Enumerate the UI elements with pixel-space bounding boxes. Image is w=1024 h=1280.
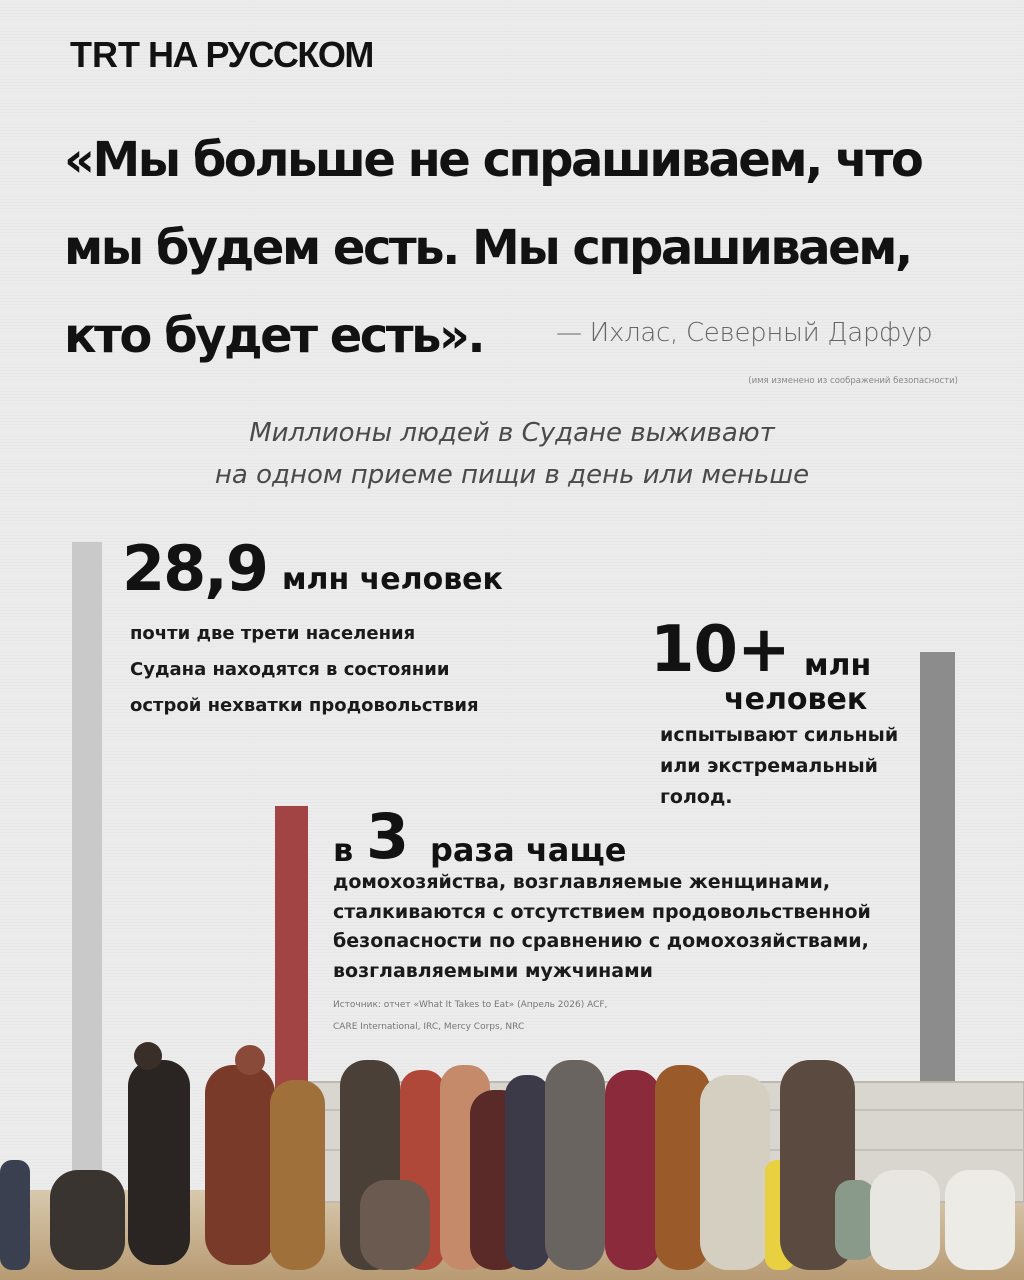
stat-3-description	[333, 868, 871, 986]
stat-3-suffix: раза чаще	[430, 831, 627, 869]
name-change-note: (имя изменено из соображений безопасности)	[748, 376, 958, 386]
subtitle-line-2: на одном приеме пищи в день или меньше	[214, 460, 810, 490]
source-line-1: Источник: отчет «What It Takes to Eat» (Апрель 2026) ACF,	[333, 1000, 608, 1010]
logo-brand: TRT	[70, 34, 140, 75]
stat-2-desc-line: испытывают сильный	[660, 724, 899, 746]
crowd-photo	[0, 1030, 1024, 1280]
logo-subtitle: НА РУССКОМ	[147, 34, 373, 75]
stat-1-unit: млн человек	[282, 562, 503, 597]
stat-3-desc-line: безопасности по сравнению с домохозяйствами,	[333, 930, 869, 952]
stat-3-prefix: в	[333, 831, 354, 869]
source-line-2: CARE International, IRC, Mercy Corps, NRC	[333, 1022, 525, 1032]
stat-2-unit-line-2: человек	[724, 682, 868, 717]
stat-1-desc-line: острой нехватки продовольствия	[130, 695, 479, 716]
stat-3-desc-line: сталкиваются с отсутствием продовольственной	[333, 900, 871, 923]
stat-2-description	[660, 720, 898, 813]
stat-1-desc-line: Судана находятся в состоянии	[130, 659, 450, 680]
stat-3-desc-line: возглавляемыми мужчинами	[333, 959, 653, 982]
quote-line-1: «Мы больше не спрашиваем, что	[64, 132, 922, 188]
quote-line-2: мы будем есть. Мы спрашиваем,	[64, 220, 911, 276]
quote-line-3: кто будет есть».	[64, 308, 484, 364]
stat-2-value: 10+	[650, 613, 790, 687]
quote-attribution: — Ихлас, Северный Дарфур	[556, 318, 933, 348]
brand-logo	[70, 34, 373, 76]
stat-2-desc-line: голод.	[660, 786, 733, 808]
stat-1-description	[130, 616, 479, 724]
stat-2-desc-line: или экстремальный	[660, 755, 878, 777]
stat-2-unit-line-1: млн	[804, 648, 872, 683]
stat-3-value: 3	[366, 800, 410, 873]
stat-1-value: 28,9	[122, 532, 267, 605]
subtitle-line-1: Миллионы людей в Судане выживают	[249, 418, 775, 448]
stat-1-desc-line: почти две трети населения	[130, 623, 416, 644]
stat-3-desc-line: домохозяйства, возглавляемые женщинами,	[333, 871, 831, 893]
